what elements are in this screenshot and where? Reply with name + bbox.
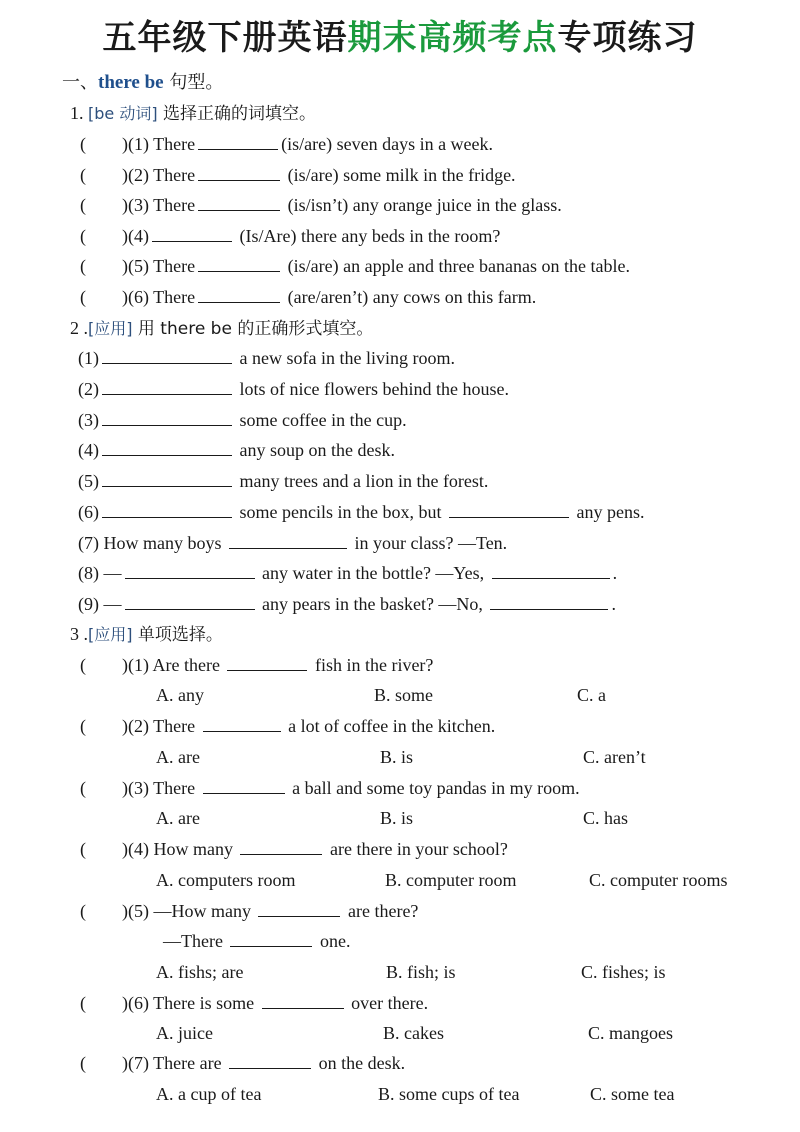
item-text: . — [612, 563, 618, 583]
answer-blank[interactable] — [102, 409, 232, 426]
item-label: (1) — [78, 348, 99, 368]
part3-question-1 — [122, 653, 433, 677]
answer-blank[interactable] — [262, 992, 344, 1009]
part3-question-6 — [122, 991, 428, 1015]
item-label: )(2) There — [122, 165, 196, 185]
part2-tag: [应用] — [88, 319, 133, 338]
part3-instruction: 单项选择。 — [132, 625, 223, 645]
option-a[interactable]: A. juice — [156, 1023, 213, 1043]
item-text: many trees and a lion in the forest. — [239, 471, 489, 491]
item-text: (is/isn’t) any orange juice in the glass. — [287, 195, 562, 215]
option-c[interactable]: C. some tea — [590, 1084, 675, 1104]
answer-paren[interactable]: ( — [80, 901, 86, 921]
title-part1: 五年级下册英语 — [102, 18, 348, 58]
option-a[interactable]: A. are — [156, 747, 200, 767]
item-text: (are/aren’t) any cows on this farm. — [287, 287, 537, 307]
answer-paren[interactable]: ( — [80, 195, 86, 215]
question-label: )(3) There — [122, 778, 196, 798]
item-text: any water in the bottle? —Yes, — [262, 563, 485, 583]
answer-blank[interactable] — [258, 900, 340, 917]
answer-blank[interactable] — [230, 930, 312, 947]
item-text: (is/are) some milk in the fridge. — [287, 165, 516, 185]
answer-blank[interactable] — [125, 593, 255, 610]
part2-num: 2 . — [70, 318, 88, 338]
item-label: (4) — [78, 440, 99, 460]
section-heading — [62, 71, 223, 95]
option-c[interactable]: C. aren’t — [583, 747, 646, 767]
question-text: a lot of coffee in the kitchen. — [288, 716, 496, 736]
answer-paren[interactable]: ( — [80, 1053, 86, 1073]
answer-blank[interactable] — [203, 715, 281, 732]
item-text: any pears in the basket? —No, — [262, 594, 483, 614]
answer-blank[interactable] — [198, 164, 280, 181]
answer-paren[interactable]: ( — [80, 256, 86, 276]
answer-paren[interactable]: ( — [80, 839, 86, 859]
item-text: in your class? —Ten. — [354, 533, 508, 553]
item-label: (7) How many boys — [78, 533, 222, 553]
option-c[interactable]: C. mangoes — [588, 1023, 673, 1043]
option-b[interactable]: B. is — [380, 747, 414, 767]
answer-blank[interactable] — [449, 501, 569, 518]
answer-blank[interactable] — [492, 562, 610, 579]
question-label: )(5) —How many — [122, 901, 251, 921]
answer-blank[interactable] — [102, 378, 232, 395]
question-text: —There — [163, 931, 223, 951]
part1-num: 1. — [70, 103, 84, 123]
item-label: )(1) There — [122, 134, 196, 154]
part3-question-5-reply — [163, 929, 350, 953]
item-label: (5) — [78, 471, 99, 491]
part1-item-4 — [122, 224, 500, 248]
item-label: )(5) There — [122, 256, 196, 276]
part2-item-7 — [78, 531, 507, 555]
answer-paren[interactable]: ( — [80, 165, 86, 185]
option-c[interactable]: C. a — [577, 685, 606, 705]
option-c[interactable]: C. has — [583, 808, 628, 828]
part1-tag: [be 动词] — [88, 104, 158, 123]
part3-question-3 — [122, 776, 580, 800]
question-text: are there in your school? — [329, 839, 508, 859]
answer-blank[interactable] — [198, 255, 280, 272]
answer-blank[interactable] — [203, 777, 285, 794]
part1-heading — [70, 101, 316, 126]
part2-item-8 — [78, 561, 617, 585]
item-text: some coffee in the cup. — [239, 410, 407, 430]
answer-paren[interactable]: ( — [80, 134, 86, 154]
item-label: (3) — [78, 410, 99, 430]
part1-item-3 — [122, 193, 562, 217]
option-b[interactable]: B. fish; is — [386, 962, 456, 982]
item-label: (6) — [78, 502, 99, 522]
answer-blank[interactable] — [102, 347, 232, 364]
option-b[interactable]: B. some — [374, 685, 434, 705]
answer-blank[interactable] — [229, 1052, 311, 1069]
part2-item-1 — [78, 346, 455, 370]
answer-blank[interactable] — [227, 654, 307, 671]
answer-paren[interactable]: ( — [80, 287, 86, 307]
answer-paren[interactable]: ( — [80, 655, 86, 675]
part3-num: 3 . — [70, 624, 88, 644]
answer-paren[interactable]: ( — [80, 778, 86, 798]
answer-blank[interactable] — [229, 532, 347, 549]
answer-blank[interactable] — [198, 133, 278, 150]
section-suffix: 句型。 — [163, 72, 224, 93]
answer-blank[interactable] — [125, 562, 255, 579]
item-text: lots of nice flowers behind the house. — [239, 379, 509, 399]
item-text: . — [611, 594, 616, 614]
option-b[interactable]: B. cakes — [383, 1023, 444, 1043]
answer-blank[interactable] — [102, 501, 232, 518]
part2-item-9 — [78, 592, 616, 616]
part1-item-2 — [122, 163, 516, 187]
option-a[interactable]: A. fishs; are — [156, 962, 244, 982]
item-label: )(6) There — [122, 287, 196, 307]
option-c[interactable]: C. computer rooms — [589, 870, 728, 890]
question-text: a ball and some toy pandas in my room. — [292, 778, 580, 798]
part3-question-7 — [122, 1051, 405, 1075]
part3-question-5 — [122, 899, 418, 923]
item-text: (is/are) seven days in a week. — [281, 134, 494, 154]
option-a[interactable]: A. a cup of tea — [156, 1084, 262, 1104]
part2-item-5 — [78, 469, 488, 493]
question-text: fish in the river? — [314, 655, 434, 675]
answer-paren[interactable]: ( — [80, 716, 86, 736]
option-a[interactable]: A. are — [156, 808, 200, 828]
question-label: )(2) There — [122, 716, 196, 736]
part2-instruction: 用 there be 的正确形式填空。 — [132, 319, 374, 339]
question-label: )(1) Are there — [122, 655, 220, 675]
item-label: )(3) There — [122, 195, 196, 215]
item-label: (2) — [78, 379, 99, 399]
part1-item-1 — [122, 132, 493, 156]
item-label: )(4) — [122, 226, 149, 246]
answer-blank[interactable] — [198, 194, 280, 211]
item-text: (is/are) an apple and three bananas on the table. — [287, 256, 630, 276]
option-b[interactable]: B. some cups of tea — [378, 1084, 520, 1104]
part2-item-4 — [78, 438, 395, 462]
question-label: )(4) How many — [122, 839, 233, 859]
answer-paren[interactable]: ( — [80, 993, 86, 1013]
part2-heading — [70, 316, 373, 341]
part3-question-4 — [122, 837, 508, 861]
item-label: (8) — — [78, 563, 122, 583]
option-a[interactable]: A. computers room — [156, 870, 296, 890]
item-text: any soup on the desk. — [239, 440, 395, 460]
option-b[interactable]: B. computer room — [385, 870, 517, 890]
answer-blank[interactable] — [490, 593, 608, 610]
part2-item-2 — [78, 377, 509, 401]
part1-instruction: 选择正确的词填空。 — [157, 104, 316, 124]
answer-blank[interactable] — [198, 286, 280, 303]
part1-item-6 — [122, 285, 536, 309]
answer-blank[interactable] — [240, 838, 322, 855]
item-text: (Is/Are) there any beds in the room? — [239, 226, 501, 246]
question-text: on the desk. — [318, 1053, 406, 1073]
title-highlight: 期末高频考点 — [347, 18, 558, 58]
section-prefix: 一、 — [62, 72, 98, 93]
question-label: )(6) There is some — [122, 993, 255, 1013]
item-text: any pens. — [576, 502, 645, 522]
part3-question-2 — [122, 714, 495, 738]
title-part2: 专项练习 — [557, 18, 698, 58]
part2-item-3 — [78, 408, 407, 432]
part3-heading — [70, 622, 223, 647]
page-title — [0, 10, 800, 59]
answer-blank[interactable] — [102, 439, 232, 456]
question-label: )(7) There are — [122, 1053, 222, 1073]
section-tag: there be — [98, 72, 164, 93]
answer-blank[interactable] — [102, 470, 232, 487]
answer-paren[interactable]: ( — [80, 226, 86, 246]
question-text: over there. — [351, 993, 429, 1013]
option-a[interactable]: A. any — [156, 685, 204, 705]
item-text: a new sofa in the living room. — [239, 348, 455, 368]
item-label: (9) — — [78, 594, 122, 614]
option-c[interactable]: C. fishes; is — [581, 962, 666, 982]
item-text: some pencils in the box, but — [239, 502, 442, 522]
question-text: one. — [319, 931, 351, 951]
part1-item-5 — [122, 254, 630, 278]
part2-item-6 — [78, 500, 644, 524]
option-b[interactable]: B. is — [380, 808, 414, 828]
question-text: are there? — [347, 901, 419, 921]
part3-tag: [应用] — [88, 625, 133, 644]
answer-blank[interactable] — [152, 225, 232, 242]
